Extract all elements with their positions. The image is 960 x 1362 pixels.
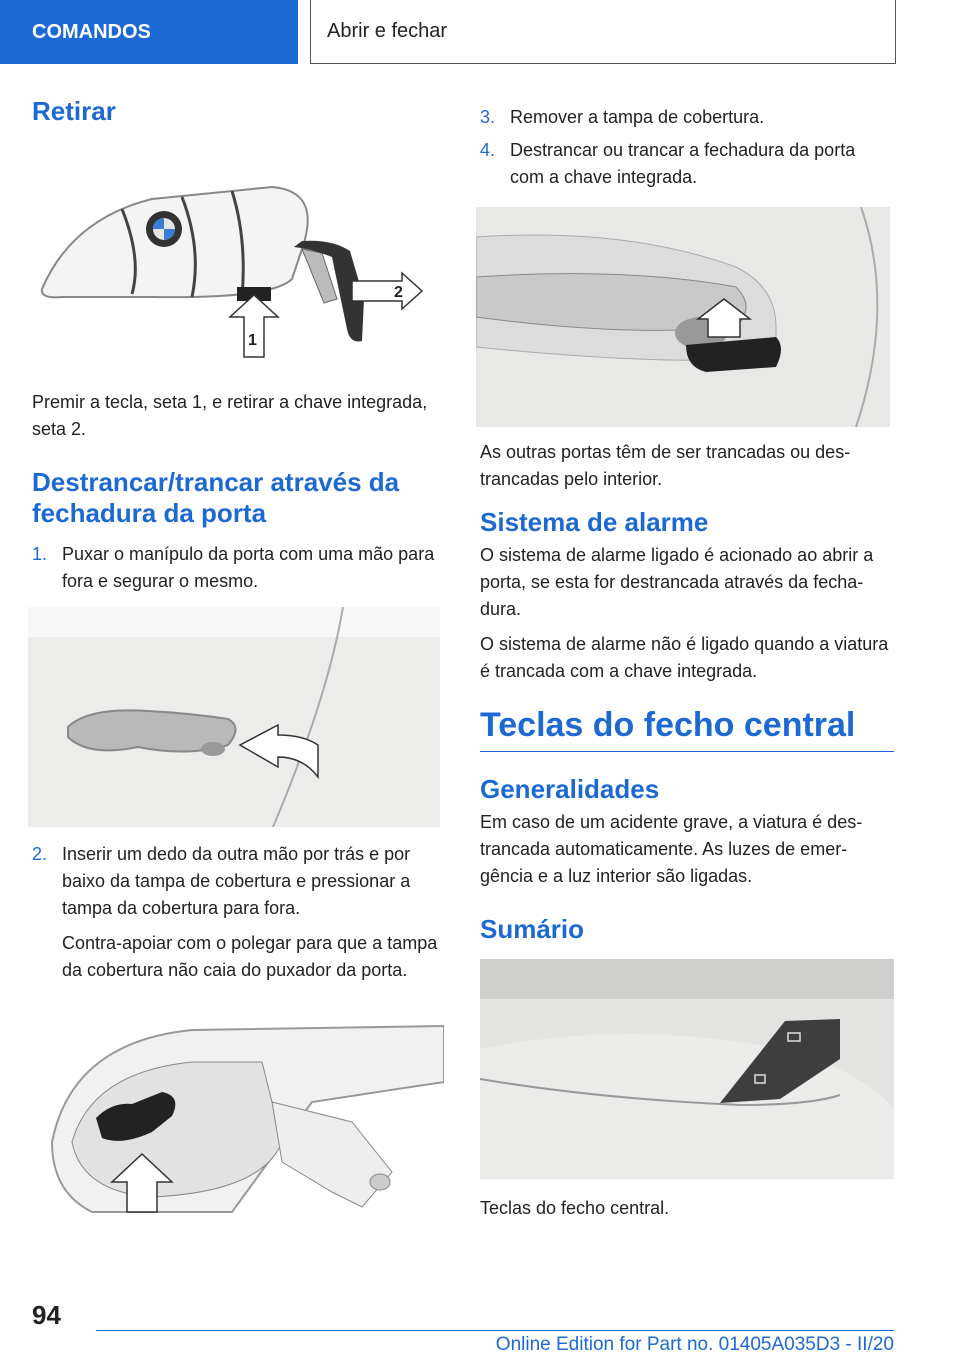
key-figure	[32, 169, 444, 365]
arrow-2-label: 2	[394, 284, 403, 301]
step-number: 2.	[32, 844, 48, 864]
key-in-lock-illustration	[476, 207, 890, 427]
figure-caption: Teclas do fecho central.	[480, 1198, 670, 1218]
footer-edition: Online Edition for Part no. 01405A035D3 - II/20	[495, 1334, 894, 1355]
step-4	[480, 137, 894, 191]
step-text: Puxar o manípulo da porta com uma mão para fora e segurar o mesmo.	[62, 544, 435, 591]
step-2-extra: Contra-apoiar com o polegar para que a tampa da cobertura não caia do puxador da porta.	[62, 933, 438, 980]
door-handle-figure	[28, 607, 440, 827]
alarme-p2: O sistema de alarme não é ligado quando a viatura é trancada com a chave integrada.	[480, 634, 889, 681]
step-text: Remover a tampa de cobertura.	[510, 107, 765, 127]
teclas-heading: Teclas do fecho central	[480, 706, 856, 744]
arrow-1-label: 1	[248, 332, 257, 349]
step-text: Destrancar ou trancar a fechadura da porta com a chave integrada.	[510, 140, 856, 187]
outras-text: As outras portas têm de ser trancadas ou destrancadas pelo interior.	[480, 442, 851, 489]
retirar-heading: Retirar	[32, 96, 116, 126]
generalidades-heading: Generalidades	[480, 774, 660, 804]
step-number: 4.	[480, 140, 496, 160]
lock-buttons-illustration	[480, 959, 894, 1179]
key-in-lock-figure	[476, 207, 890, 427]
chapter-label: Abrir e fechar	[327, 20, 448, 42]
cover-cap-figure	[32, 1022, 444, 1222]
generalidades-text: Em caso de um acidente grave, a viatura é destrancada automaticamente. As luzes de emergência e a luz interior são ligadas.	[480, 812, 863, 886]
step-number: 1.	[32, 544, 48, 564]
lock-buttons-figure	[480, 959, 894, 1179]
step-2	[32, 841, 444, 922]
key-illustration	[32, 169, 444, 365]
sumario-heading: Sumário	[480, 914, 585, 944]
step-number: 3.	[480, 107, 496, 127]
chapter-tab	[310, 0, 896, 64]
page-number: 94	[32, 1300, 61, 1330]
alarme-heading: Sistema de alarme	[480, 507, 709, 537]
teclas-heading-block	[480, 705, 894, 752]
alarme-p1: O sistema de alarme ligado é acionado ao abrir a porta, se esta for destrancada através da fechadura.	[480, 545, 874, 619]
destrancar-heading: Destrancar/trancar através da fechadura da porta	[32, 467, 400, 528]
step-3	[480, 104, 894, 131]
section-tab	[0, 0, 298, 64]
retirar-text: Premir a tecla, seta 1, e retirar a chave integrada, seta 2.	[32, 392, 428, 439]
step-1	[32, 541, 444, 595]
footer-rule	[96, 1330, 894, 1331]
step-text: Inserir um dedo da outra mão por trás e por baixo da tampa de cobertura e pressionar a tampa da cobertura para fora.	[62, 844, 411, 918]
left-column	[32, 96, 444, 1222]
door-handle-illustration	[28, 607, 440, 827]
cover-cap-illustration	[32, 1022, 444, 1222]
section-label: COMANDOS	[32, 20, 151, 43]
right-column	[480, 104, 894, 1222]
